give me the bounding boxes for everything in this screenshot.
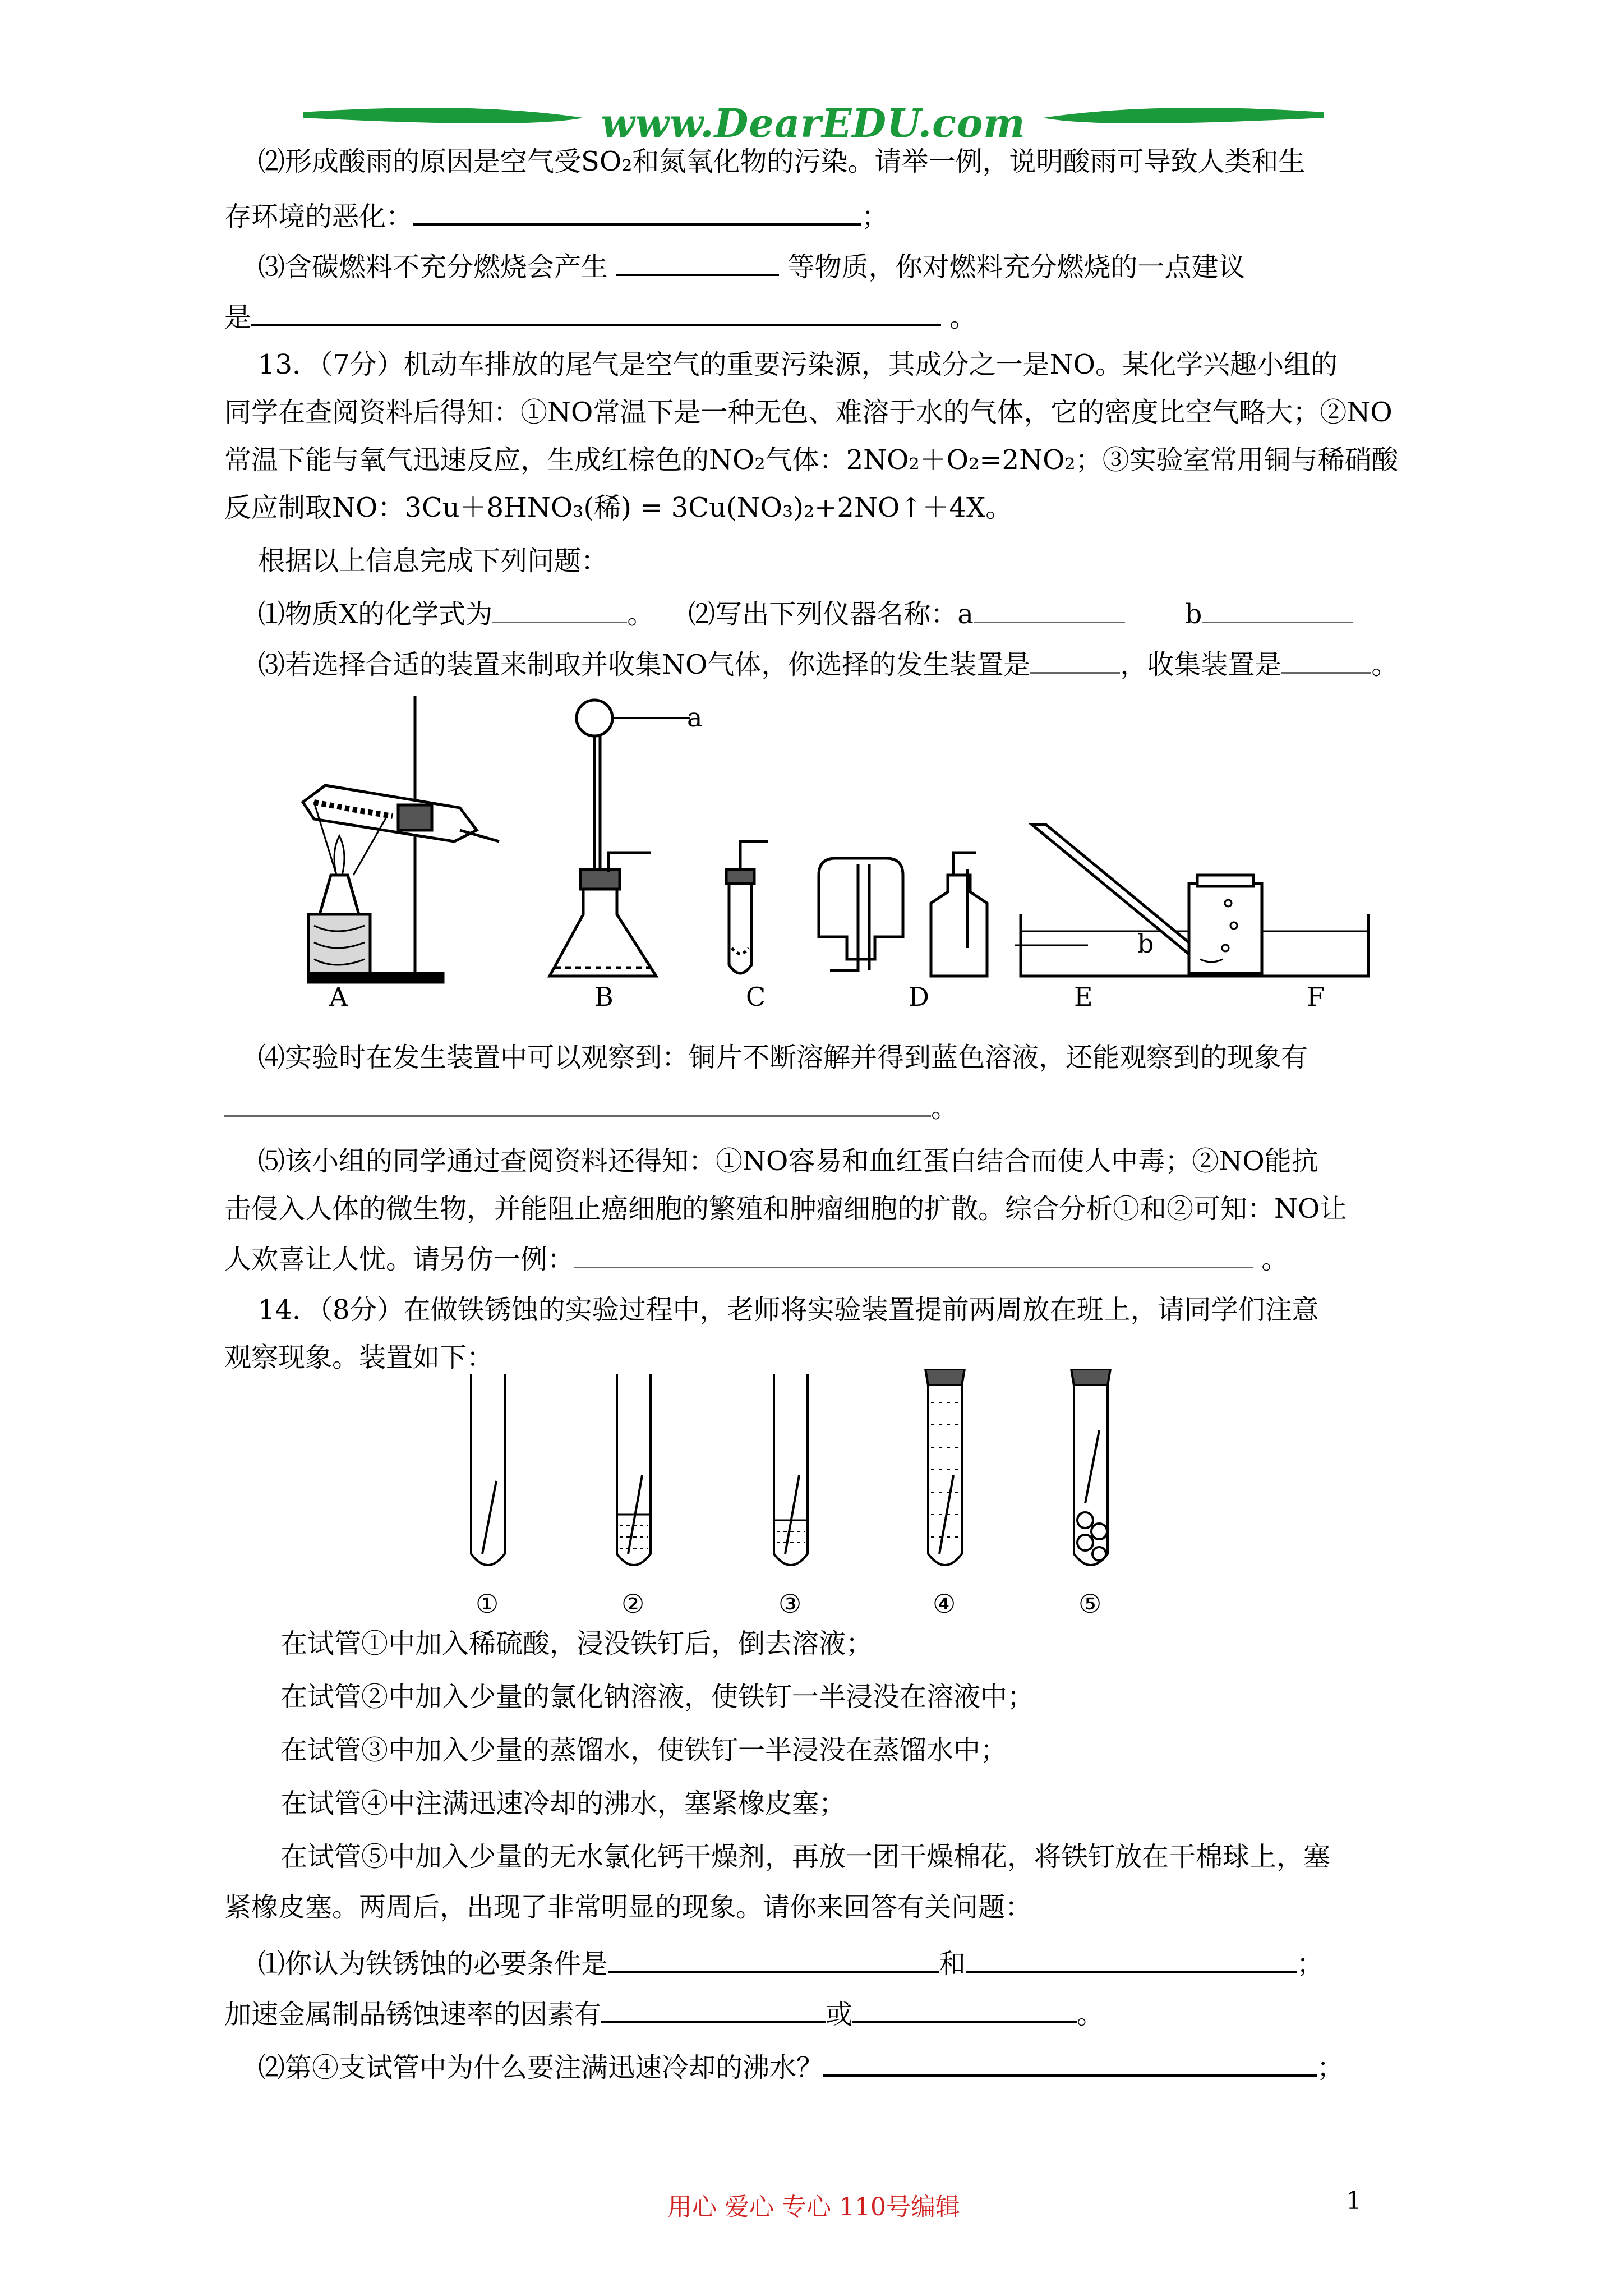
test-tube-diagram [449,1369,1178,1582]
label-tube-4: ④ [933,1589,956,1619]
answer-blank[interactable] [974,595,1125,623]
q14-line1: 14．（8分）在做铁锈蚀的实验过程中，老师将实验装置提前两周放在班上，请同学们注意 [258,1294,1319,1326]
answer-blank[interactable] [616,247,779,276]
answer-blank[interactable] [574,1240,1253,1268]
apparatus-d [819,858,903,970]
label-apparatus-e: E [1074,982,1093,1012]
answer-blank[interactable] [966,1944,1297,1973]
q12-p2-line1: ⑵形成酸雨的原因是空气受SO₂和氮氧化物的污染。请举一例，说明酸雨可导致人类和生 [258,146,1306,177]
apparatus-b [550,700,690,976]
label-funnel-a: a [687,702,703,733]
q13-q3: ⑶若选择合适的装置来制取并收集NO气体，你选择的发生装置是 ，收集装置是 。 [258,645,1441,682]
answer-blank[interactable] [852,1994,1077,2023]
answer-blank[interactable] [224,1088,931,1117]
site-url: www.DearEDU.com [601,100,1026,146]
q14-step2: 在试管②中加入少量的氯化钠溶液，使铁钉一半浸没在溶液中； [280,1681,1035,1713]
q13-q5-line1: ⑸该小组的同学通过查阅资料还得知：①NO容易和血红蛋白结合而使人中毒；②NO能抗 [258,1145,1318,1177]
test-tube-4 [925,1369,965,1565]
q13-q5-line2: 击侵入人体的微生物，并能阻止癌细胞的繁殖和肿瘤细胞的扩散。综合分析①和②可知：NO让 [224,1193,1347,1225]
answer-blank[interactable] [601,1994,826,2023]
q14-a2: 加速金属制品锈蚀速率的因素有 或 。 [224,1994,1408,2031]
q13-q4-line1: ⑷实验时在发生装置中可以观察到：铜片不断溶解并得到蓝色溶液，还能观察到的现象有 [258,1042,1308,1073]
q14-step5: 在试管⑤中加入少量的无水氯化钙干燥剂，再放一团干燥棉花，将铁钉放在干棉球上，塞 [280,1841,1331,1872]
q13-line1: 13．（7分）机动车排放的尾气是空气的重要污染源，其成分之一是NO。某化学兴趣小组的 [258,349,1338,380]
q14-step1: 在试管①中加入稀硫酸，浸没铁钉后，倒去溶液； [280,1628,873,1659]
answer-blank[interactable] [1202,595,1353,623]
footer-credit: 用心 爱心 专心 110号编辑 [667,2193,960,2221]
test-tube-2 [617,1374,651,1565]
q14-a1: ⑴你认为铁锈蚀的必要条件是 和 ； [258,1944,1441,1981]
answer-blank[interactable] [1281,645,1371,674]
label-apparatus-c: C [746,982,766,1012]
test-tube-1 [471,1374,505,1565]
q14-step6: 紧橡皮塞。两周后，出现了非常明显的现象。请你来回答有关问题： [224,1892,1032,1923]
label-tube-2: ② [621,1589,645,1619]
q13-q1-q2: ⑴物质X的化学式为 。 ⑵写出下列仪器名称：a b [258,595,1441,631]
q12-p3-line1: ⑶含碳燃料不充分燃烧会产生 等物质，你对燃料充分燃烧的一点建议 [258,247,1441,284]
apparatus-e [931,853,987,976]
answer-blank[interactable] [608,1944,939,1973]
q13-line3: 常温下能与氧气迅速反应，生成红棕色的NO₂气体：2NO₂＋O₂=2NO₂；③实验室常用铜与稀硝酸 [224,444,1399,476]
apparatus-f [1015,825,1368,976]
q13-q5-line3: 人欢喜让人忧。请另仿一例： 。 [224,1240,1408,1276]
q13-line2: 同学在查阅资料后得知：①NO常温下是一种无色、难溶于水的气体，它的密度比空气略大；②NO [224,397,1393,428]
apparatus-diagram [292,690,1413,1004]
answer-blank[interactable] [1030,645,1120,674]
label-trough-b: b [1137,928,1154,959]
answer-blank[interactable] [413,196,861,226]
answer-blank[interactable] [823,2047,1317,2077]
answer-blank[interactable] [251,297,941,326]
label-tube-5: ⑤ [1078,1589,1102,1619]
apparatus-a [303,696,499,982]
label-apparatus-f: F [1307,982,1325,1012]
label-tube-3: ③ [778,1589,802,1619]
q12-p3-line2: 是 。 [224,297,1408,334]
q13-line5: 根据以上信息完成下列问题： [258,545,608,577]
q14-step4: 在试管④中注满迅速冷却的沸水，塞紧橡皮塞； [280,1788,846,1819]
q13-q4-line2: 。 [224,1088,1408,1125]
label-apparatus-a: A [329,982,348,1012]
label-tube-1: ① [476,1589,499,1619]
page-number: 1 [1346,2187,1362,2215]
label-apparatus-b: B [594,982,614,1012]
answer-blank[interactable] [492,595,627,623]
q12-p2-line2: 存环境的恶化： ； [224,196,1408,233]
apparatus-c [726,841,768,973]
q14-a3: ⑵第④支试管中为什么要注满迅速冷却的沸水？ ； [258,2047,1441,2085]
q14-step3: 在试管③中加入少量的蒸馏水，使铁钉一半浸没在蒸馏水中； [280,1734,1008,1766]
q13-line4: 反应制取NO：3Cu＋8HNO₃(稀) = 3Cu(NO₃)₂+2NO↑＋4X。 [224,492,1013,523]
test-tube-3 [774,1374,808,1565]
q14-line2: 观察现象。装置如下： [224,1342,494,1373]
label-apparatus-d: D [909,982,929,1012]
test-tube-5 [1071,1369,1110,1565]
